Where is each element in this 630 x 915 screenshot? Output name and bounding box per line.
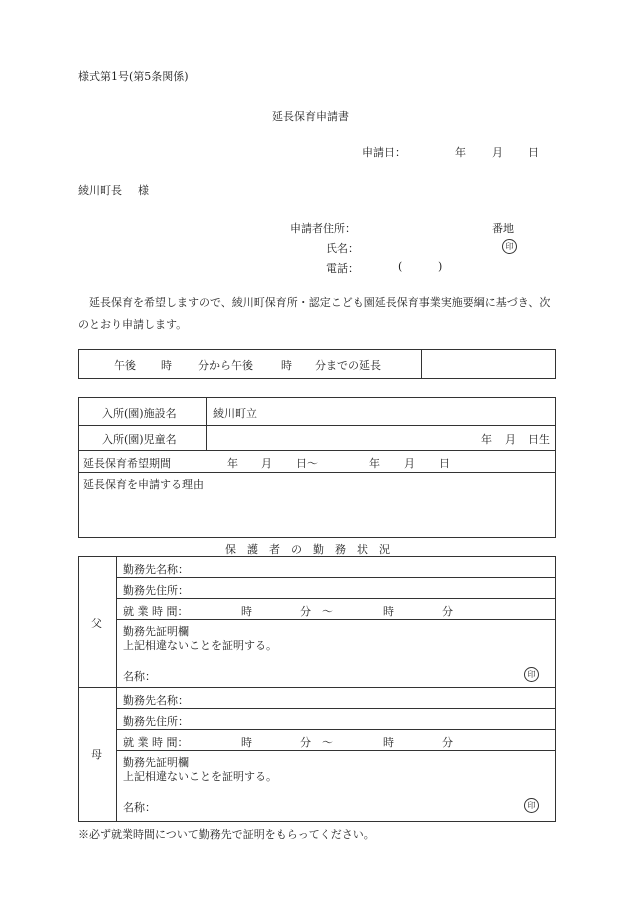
applicant-seal-icon: 印 xyxy=(502,239,517,254)
father-employer-address: 勤務先住所： xyxy=(123,584,189,597)
father-hour-to: 時 xyxy=(383,605,394,618)
father-work-hours-label: 就 業 時 間： xyxy=(123,605,189,618)
child-table-divider xyxy=(206,397,207,450)
mother-minute-to: 分 ～ xyxy=(300,736,333,749)
apply-date-year: 年 xyxy=(455,146,466,159)
facility-value: 綾川町立 xyxy=(213,407,257,420)
apply-date-day: 日 xyxy=(528,146,539,159)
extension-hour-1: 時 xyxy=(161,359,172,372)
father-minute: 分 xyxy=(442,605,453,618)
employment-table-rule xyxy=(116,577,556,578)
applicant-tel-label: 電話： xyxy=(326,262,359,275)
mother-label: 母 xyxy=(91,748,102,761)
period-label: 延長保育希望期間 xyxy=(83,457,171,470)
mother-employer-name: 勤務先名称： xyxy=(123,694,189,707)
mother-seal-icon: 印 xyxy=(524,798,539,813)
footnote: ※必ず就業時間について勤務先で証明をもらってください。 xyxy=(78,828,375,841)
page-title: 延長保育申請書 xyxy=(272,110,349,123)
employment-section-title: 保 護 者 の 勤 務 状 況 xyxy=(225,543,390,556)
applicant-address-suffix: 番地 xyxy=(492,222,514,235)
extension-pm-1: 午後 xyxy=(114,359,136,372)
period-year-2: 年 xyxy=(369,457,380,470)
father-cert-label: 勤務先証明欄 xyxy=(123,625,189,638)
application-statement: 延長保育を希望しますので、綾川町保育所・認定こども園延長保育事業実施要綱に基づき、次のとおり申請します。 xyxy=(78,296,551,331)
mother-cert-text: 上記相違ないことを証明する。 xyxy=(123,770,277,783)
father-cert-name: 名称： xyxy=(123,670,156,683)
father-seal-icon: 印 xyxy=(524,667,539,682)
employment-table-rule xyxy=(116,598,556,599)
employment-table-rule xyxy=(116,729,556,730)
birth-day: 日生 xyxy=(528,433,550,446)
father-employer-name: 勤務先名称： xyxy=(123,563,189,576)
birth-year: 年 xyxy=(481,433,492,446)
mother-hour-from: 時 xyxy=(241,736,252,749)
mother-hour-to: 時 xyxy=(383,736,394,749)
birth-month: 月 xyxy=(505,433,516,446)
apply-date-label: 申請日： xyxy=(362,146,406,159)
period-month-2: 月 xyxy=(404,457,415,470)
facility-label: 入所(園)施設名 xyxy=(102,407,177,420)
mother-cert-label: 勤務先証明欄 xyxy=(123,756,189,769)
child-table-rule xyxy=(78,425,556,426)
child-name-label: 入所(園)児童名 xyxy=(102,433,177,446)
applicant-tel-close: ) xyxy=(438,260,443,273)
mother-minute: 分 xyxy=(442,736,453,749)
extension-minute-until: 分までの延長 xyxy=(315,359,381,372)
child-table-rule xyxy=(78,472,556,473)
extension-hour-2: 時 xyxy=(281,359,292,372)
mother-cert-name: 名称： xyxy=(123,801,156,814)
employment-table-rule xyxy=(116,619,556,620)
reason-label: 延長保育を申請する理由 xyxy=(83,478,204,491)
father-minute-to: 分 ～ xyxy=(300,605,333,618)
father-label: 父 xyxy=(91,617,102,630)
father-hour-from: 時 xyxy=(241,605,252,618)
applicant-tel-open: ( xyxy=(398,260,403,273)
mother-work-hours-label: 就 業 時 間： xyxy=(123,736,189,749)
form-number: 様式第1号(第5条関係) xyxy=(78,70,189,83)
child-table-rule xyxy=(78,450,556,451)
period-day-2: 日 xyxy=(439,457,450,470)
period-day-1: 日～ xyxy=(296,457,318,470)
addressee-honorific: 様 xyxy=(138,184,149,197)
applicant-address-label: 申請者住所： xyxy=(290,222,356,235)
father-cert-text: 上記相違ないことを証明する。 xyxy=(123,639,277,652)
apply-date-month: 月 xyxy=(492,146,503,159)
addressee-name: 綾川町長 xyxy=(78,184,122,197)
mother-employer-address: 勤務先住所： xyxy=(123,715,189,728)
employment-table-rule xyxy=(116,708,556,709)
employment-table-rule xyxy=(116,750,556,751)
period-month-1: 月 xyxy=(261,457,272,470)
extension-minute-from: 分から午後 xyxy=(198,359,253,372)
applicant-name-label: 氏名： xyxy=(326,242,359,255)
employment-label-divider xyxy=(116,556,117,822)
employment-table-rule xyxy=(78,687,556,688)
extension-box-divider xyxy=(421,349,422,379)
period-year-1: 年 xyxy=(227,457,238,470)
